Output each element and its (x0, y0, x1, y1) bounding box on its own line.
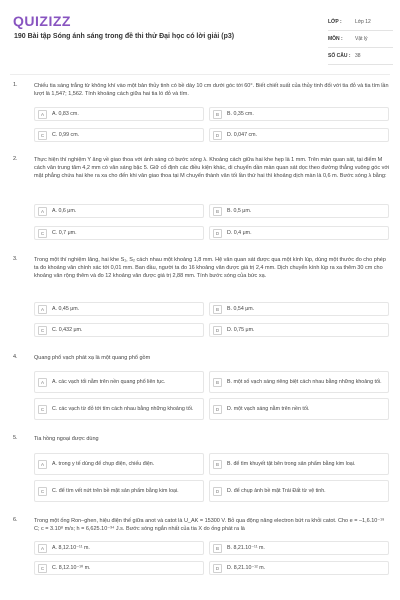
option-letter: A (38, 378, 47, 387)
question-number: 4. (13, 354, 18, 360)
option-c[interactable] (34, 323, 204, 337)
option-letter: D (213, 405, 222, 414)
option-b[interactable] (209, 541, 389, 555)
option-letter: C (38, 405, 47, 414)
option-letter: D (213, 564, 222, 573)
meta-count-row (328, 48, 393, 65)
option-d[interactable] (209, 323, 389, 337)
option-a[interactable] (34, 453, 204, 475)
option-letter: B (213, 544, 222, 553)
option-letter: A (38, 460, 47, 469)
option-text: A. 8,12.10⁻¹¹ m. (52, 544, 90, 551)
option-text: C. các vạch từ đỏ tới tím cách nhau bằng những khoảng tối. (52, 405, 194, 412)
option-text: D. 0,4 μm. (227, 229, 252, 236)
question-number: 1. (13, 82, 18, 88)
option-text: C. 0,7 μm. (52, 229, 77, 236)
option-b[interactable] (209, 453, 389, 475)
option-letter: A (38, 207, 47, 216)
header-divider (10, 74, 390, 75)
question-stem: Trong một ống Ron–ghen, hiệu điện thế giữa anot và catot là U_AK = 15300 V. Bỏ qua động năng electron bứt ra khỏi catot. Cho e = –1,6.10⁻¹⁹ C; c = 3.10⁸ m/s; h = 6,625.10⁻³⁴ J.s. Bước sóng ngắn nhất của tia X do ống phát ra là (34, 518, 385, 532)
option-letter: C (38, 487, 47, 496)
question-stem: Thực hiện thí nghiệm Y âng về giao thoa với ánh sáng có bước sóng λ. Khoảng cách giữa hai khe hẹp là 1 mm. Trên màn quan sát, tại điểm M cách vân trung tâm 4,2 mm có vân sáng bậc 5. Giữ cố định các điều kiện khác, di chuyển dần màn quan sát dọc theo đường thẳng vuông góc với mặt phẳng chứa hai khe ra xa cho đến khi vân giao thoa tại M chuyển thành vân tối lần thứ hai thì khoảng dịch màn là 0,6 m. Bước sóng λ bằng: (34, 157, 390, 179)
option-text: B. 8,21.10⁻¹¹ m. (227, 544, 265, 551)
option-letter: C (38, 564, 47, 573)
option-text: B. để tìm khuyết tật bên trong sản phẩm bằng kim loại. (227, 460, 356, 467)
option-letter: A (38, 110, 47, 119)
option-text: D. 8,21.10⁻¹² m. (227, 564, 266, 571)
option-text: D. một vạch sáng nằm trên nền tối. (227, 405, 310, 412)
question-number: 5. (13, 435, 18, 441)
meta-class-value: Lớp 12 (355, 19, 371, 25)
option-letter: B (213, 110, 222, 119)
option-letter: C (38, 326, 47, 335)
option-text: B. 0,35 cm. (227, 110, 254, 117)
option-c[interactable] (34, 480, 204, 502)
meta-subject-row (328, 31, 393, 48)
option-text: C. 0,432 μm. (52, 326, 83, 333)
option-text: C. 0,99 cm. (52, 131, 80, 138)
option-d[interactable] (209, 561, 389, 575)
option-c[interactable] (34, 561, 204, 575)
option-text: B. một số vạch sáng riêng biệt cách nhau bằng những khoảng tối. (227, 378, 382, 385)
question-stem: Quang phổ vạch phát xạ là một quang phổ gồm (34, 355, 151, 361)
option-letter: D (213, 131, 222, 140)
option-a[interactable] (34, 541, 204, 555)
option-text: C. để tìm vết nứt trên bề mặt sản phẩm bằng kim loại. (52, 487, 179, 494)
page-title: 190 Bài tập Sóng ánh sáng trong đề thi thử Đại học có lời giải (p3) (14, 33, 235, 40)
option-text: A. trong y tế dùng để chụp điện, chiếu điện. (52, 460, 155, 467)
meta-class-label: LỚP : (328, 19, 342, 25)
option-text: B. 0,54 μm. (227, 305, 255, 312)
option-letter: D (213, 229, 222, 238)
option-letter: A (38, 305, 47, 314)
option-letter: D (213, 487, 222, 496)
meta-count-label: SỐ CÂU : (328, 53, 351, 59)
option-c[interactable] (34, 128, 204, 142)
question-number: 6. (13, 517, 18, 523)
option-letter: B (213, 460, 222, 469)
option-text: A. 0,45 μm. (52, 305, 80, 312)
option-a[interactable] (34, 204, 204, 218)
question-number: 3. (13, 256, 18, 262)
meta-info (328, 14, 393, 65)
meta-class-row (328, 14, 393, 31)
option-a[interactable] (34, 302, 204, 316)
option-letter: A (38, 544, 47, 553)
option-letter: B (213, 378, 222, 387)
option-text: D. để chụp ảnh bề mặt Trái Đất từ vệ tinh. (227, 487, 326, 494)
meta-count-value: 38 (355, 53, 361, 59)
option-d[interactable] (209, 128, 389, 142)
option-text: A. 0,83 cm. (52, 110, 79, 117)
meta-subject-value: Vật lý (355, 36, 368, 42)
option-c[interactable] (34, 398, 204, 420)
option-c[interactable] (34, 226, 204, 240)
option-text: D. 0,047 cm. (227, 131, 258, 138)
option-b[interactable] (209, 371, 389, 393)
option-a[interactable] (34, 107, 204, 121)
option-letter: B (213, 207, 222, 216)
option-text: C. 8,12.10⁻¹⁰ m. (52, 564, 91, 571)
option-b[interactable] (209, 107, 389, 121)
question-stem: Tia hồng ngoại được dùng (34, 436, 99, 442)
option-letter: C (38, 131, 47, 140)
meta-subject-label: MÔN : (328, 36, 343, 42)
option-b[interactable] (209, 302, 389, 316)
question-number: 2. (13, 156, 18, 162)
option-d[interactable] (209, 398, 389, 420)
question-stem: Chiếu tia sáng trắng từ không khí vào một bản thủy tinh có bề dày 10 cm dưới góc tới 60°. Biết chiết suất của thủy tinh đối với tia đỏ và tia tím lần lượt là 1,547; 1,562. Tính khoảng cách giữa hai tia ló đỏ và tím. (34, 83, 389, 97)
option-text: D. 0,75 μm. (227, 326, 255, 333)
option-letter: B (213, 305, 222, 314)
option-text: A. 0,6 μm. (52, 207, 77, 214)
option-d[interactable] (209, 480, 389, 502)
question-stem: Trong một thí nghiệm Iâng, hai khe S₁, S₂ cách nhau một khoảng 1,8 mm. Hệ vân quan sát được qua một kính lúp, dùng một thước đo cho phép ta đo khoảng vân chính xác tới 0,01 mm. Ban đầu, người ta đo 16 khoảng vân được giá trị 2,4 mm. Dịch chuyển kính lúp ra xa thêm 30 cm cho khoảng vân rộng thêm và đo 12 khoảng vân được giá trị 2,88 mm. Tính bước sóng của bức xạ. (34, 257, 386, 279)
option-text: A. các vạch tối nằm trên nền quang phổ liên tục. (52, 378, 166, 385)
option-letter: D (213, 326, 222, 335)
option-b[interactable] (209, 204, 389, 218)
option-text: B. 0,5 μm. (227, 207, 252, 214)
page-header (0, 0, 400, 72)
option-letter: C (38, 229, 47, 238)
quizizz-logo: QUIZIZZ (13, 13, 71, 29)
option-a[interactable] (34, 371, 204, 393)
option-d[interactable] (209, 226, 389, 240)
